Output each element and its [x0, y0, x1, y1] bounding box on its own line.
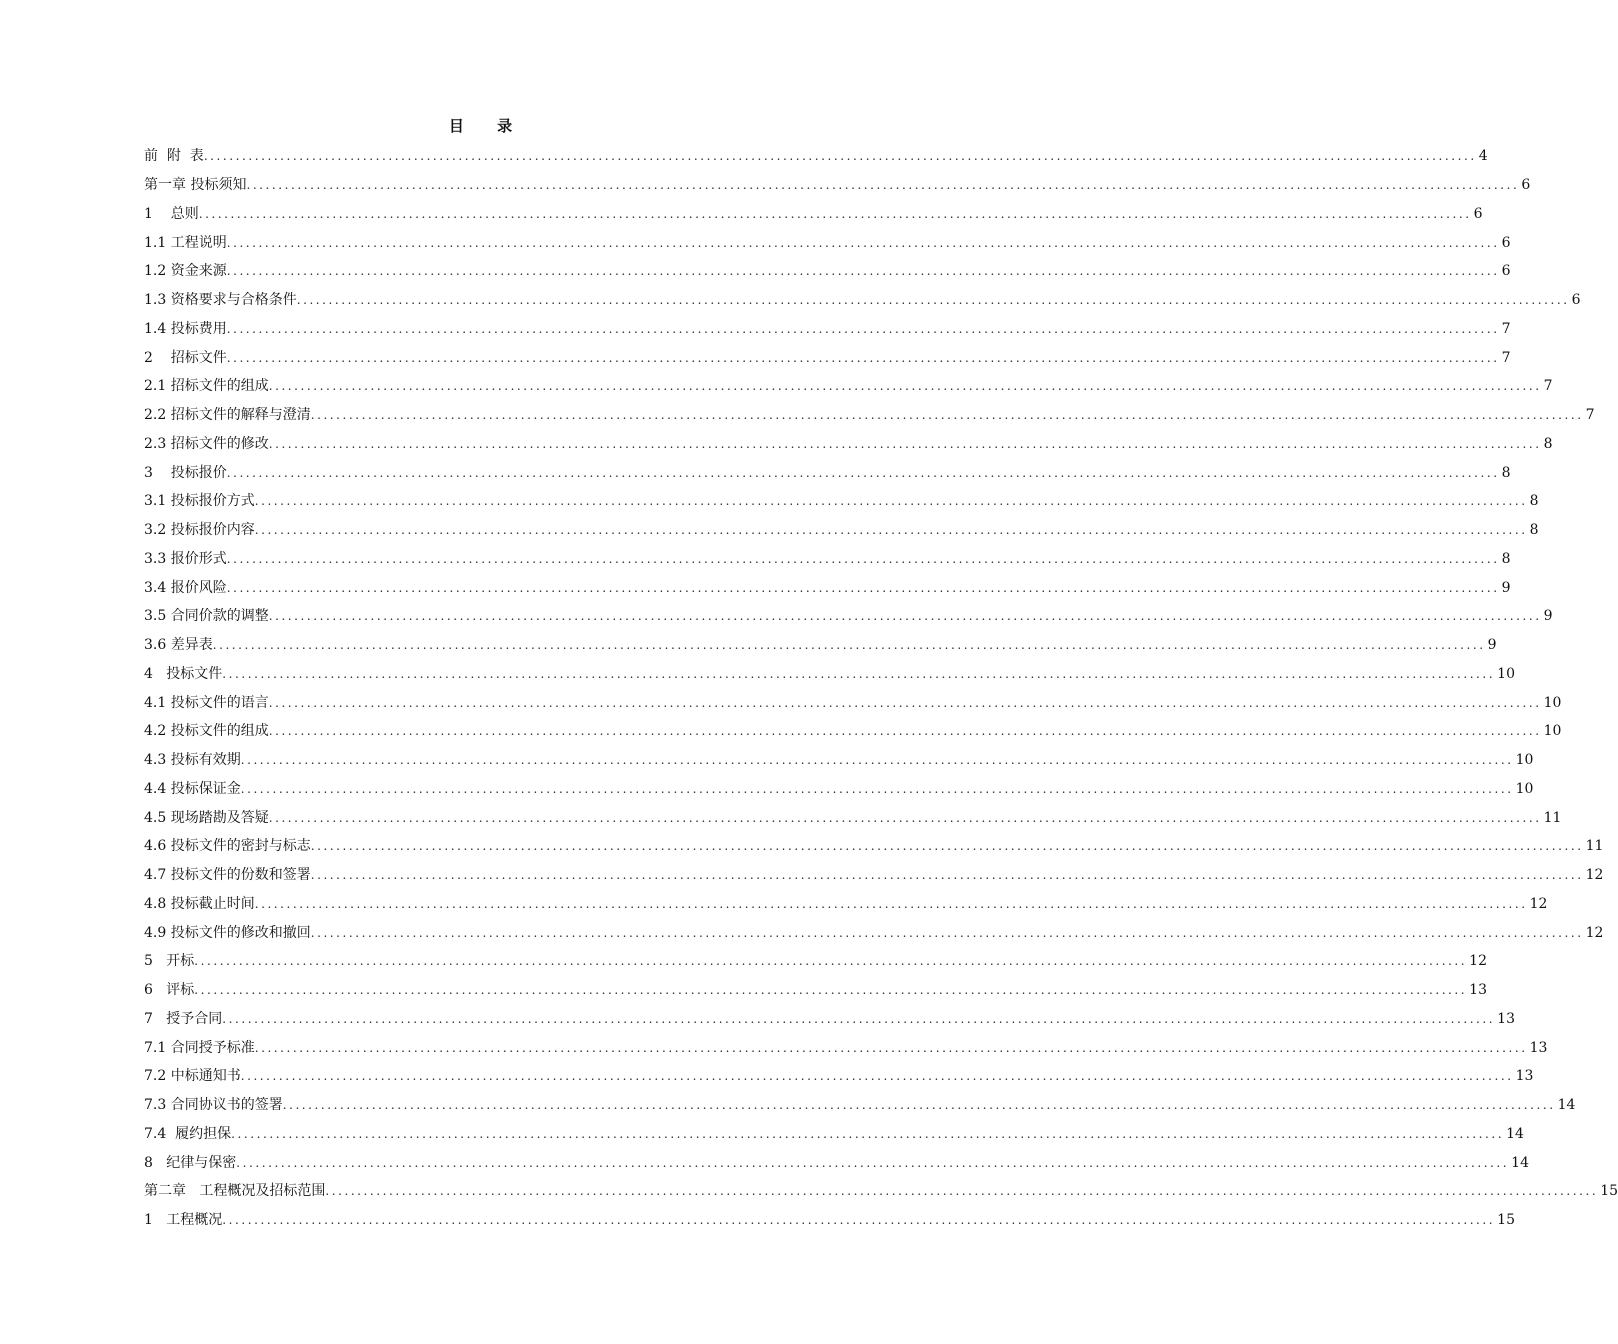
toc-entry[interactable]	[144, 832, 1604, 861]
toc-entry-label: 4.9 投标文件的修改和撤回	[144, 924, 311, 941]
toc-entry-label: 1 工程概况	[144, 1212, 223, 1229]
toc-dot-leader: ........................................................................................................................................................................................................	[268, 810, 1542, 825]
toc-entry[interactable]	[144, 976, 1487, 1005]
toc-entry[interactable]	[144, 257, 1511, 286]
toc-entry-label: 4.6 投标文件的密封与标志	[144, 838, 311, 855]
toc-entry[interactable]	[144, 947, 1487, 976]
toc-dot-leader: ........................................................................................................................................................................................................	[246, 178, 1520, 193]
toc-entry-label: 2 招标文件	[144, 349, 227, 366]
toc-title: 目 录	[448, 117, 527, 135]
toc-dot-leader: ........................................................................................................................................................................................................	[222, 1213, 1496, 1228]
toc-entry-page-number: 8	[1529, 493, 1539, 510]
toc-dot-leader: ........................................................................................................................................................................................................	[222, 666, 1496, 681]
toc-entry-page-number: 10	[1543, 694, 1562, 711]
toc-entry-page-number: 7	[1501, 349, 1511, 366]
toc-entry-label: 3.5 合同价款的调整	[144, 608, 269, 625]
toc-dot-leader: ........................................................................................................................................................................................................	[268, 379, 1542, 394]
toc-entry-page-number: 13	[1529, 1039, 1548, 1056]
toc-dot-leader: ........................................................................................................................................................................................................	[240, 753, 1514, 768]
toc-dot-leader: ........................................................................................................................................................................................................	[282, 1098, 1556, 1113]
toc-entry[interactable]	[144, 315, 1511, 344]
toc-entry[interactable]	[144, 286, 1581, 315]
toc-entry-label: 5 开标	[144, 953, 195, 970]
toc-entry-label: 4.8 投标截止时间	[144, 895, 255, 912]
toc-entry[interactable]	[144, 430, 1553, 459]
toc-dot-leader: ........................................................................................................................................................................................................	[231, 1126, 1505, 1141]
toc-dot-leader: ........................................................................................................................................................................................................	[194, 983, 1468, 998]
toc-dot-leader: ........................................................................................................................................................................................................	[240, 1069, 1514, 1084]
toc-entry-label: 3.6 差异表	[144, 637, 213, 654]
toc-entry-label: 7.2 中标通知书	[144, 1068, 241, 1085]
toc-entry[interactable]	[144, 717, 1562, 746]
toc-entry-label: 第二章 工程概况及招标范围	[144, 1183, 326, 1200]
toc-entry-label: 3 投标报价	[144, 464, 227, 481]
toc-entry-page-number: 6	[1571, 292, 1581, 309]
toc-dot-leader: ........................................................................................................................................................................................................	[222, 1011, 1496, 1026]
toc-entry-page-number: 13	[1515, 1068, 1534, 1085]
toc-entry-label: 4.3 投标有效期	[144, 752, 241, 769]
toc-entry-page-number: 8	[1543, 435, 1553, 452]
toc-entry-label: 1.4 投标费用	[144, 320, 227, 337]
toc-entry-page-number: 6	[1521, 177, 1531, 194]
toc-entry[interactable]	[144, 401, 1595, 430]
toc-dot-leader: ........................................................................................................................................................................................................	[236, 1155, 1510, 1170]
toc-entry-label: 4.1 投标文件的语言	[144, 694, 269, 711]
toc-entry-page-number: 11	[1543, 809, 1562, 826]
toc-entry-page-number: 12	[1469, 953, 1487, 970]
toc-entry[interactable]	[144, 458, 1511, 487]
toc-entry-page-number: 14	[1557, 1097, 1576, 1114]
toc-dot-leader: ........................................................................................................................................................................................................	[226, 235, 1500, 250]
toc-entry-page-number: 12	[1529, 895, 1548, 912]
toc-entry-page-number: 10	[1497, 665, 1515, 682]
toc-dot-leader: ........................................................................................................................................................................................................	[268, 724, 1542, 739]
toc-entry[interactable]	[144, 775, 1534, 804]
toc-entry-page-number: 7	[1501, 320, 1511, 337]
toc-entry-page-number: 15	[1600, 1183, 1618, 1200]
toc-entry-label: 4.2 投标文件的组成	[144, 723, 269, 740]
toc-entry-label: 1 总则	[144, 205, 199, 222]
toc-entry-label: 8 纪律与保密	[144, 1154, 237, 1171]
toc-entry-label: 2.3 招标文件的修改	[144, 435, 269, 452]
toc-dot-leader: ........................................................................................................................................................................................................	[226, 551, 1500, 566]
toc-entry-label: 7.4 履约担保	[144, 1125, 232, 1142]
toc-dot-leader: ........................................................................................................................................................................................................	[212, 638, 1486, 653]
toc-entry-page-number: 14	[1511, 1154, 1529, 1171]
toc-entry[interactable]	[144, 1177, 1618, 1206]
toc-entry-page-number: 8	[1529, 522, 1539, 539]
toc-entry-label: 7.1 合同授予标准	[144, 1039, 255, 1056]
toc-entry[interactable]	[144, 746, 1534, 775]
toc-dot-leader: ........................................................................................................................................................................................................	[240, 781, 1514, 796]
toc-entry-label: 1.1 工程说明	[144, 234, 227, 251]
toc-entry-page-number: 6	[1501, 234, 1511, 251]
toc-dot-leader: ........................................................................................................................................................................................................	[226, 465, 1500, 480]
toc-entry-label: 3.2 投标报价内容	[144, 522, 255, 539]
toc-entry[interactable]	[144, 1206, 1515, 1235]
toc-entry-label: 3.1 投标报价方式	[144, 493, 255, 510]
toc-dot-leader: ........................................................................................................................................................................................................	[310, 839, 1584, 854]
toc-entry[interactable]	[144, 890, 1548, 919]
toc-entry[interactable]	[144, 228, 1511, 257]
toc-entry-page-number: 7	[1585, 407, 1595, 424]
toc-dot-leader: ........................................................................................................................................................................................................	[194, 954, 1468, 969]
toc-entry-label: 6 评标	[144, 982, 195, 999]
toc-entry-label: 4.4 投标保证金	[144, 780, 241, 797]
toc-entry-page-number: 14	[1506, 1125, 1524, 1142]
toc-entry[interactable]	[144, 1005, 1515, 1034]
toc-entry-page-number: 9	[1487, 637, 1497, 654]
toc-dot-leader: ........................................................................................................................................................................................................	[254, 494, 1528, 509]
toc-entry-page-number: 8	[1501, 464, 1511, 481]
toc-entry-page-number: 15	[1497, 1212, 1515, 1229]
toc-entry-page-number: 7	[1543, 378, 1553, 395]
toc-entry[interactable]	[144, 602, 1553, 631]
toc-dot-leader: ........................................................................................................................................................................................................	[203, 149, 1477, 164]
toc-dot-leader: ........................................................................................................................................................................................................	[310, 408, 1584, 423]
toc-dot-leader: ........................................................................................................................................................................................................	[268, 436, 1542, 451]
toc-entry-label: 2.1 招标文件的组成	[144, 378, 269, 395]
toc-dot-leader: ........................................................................................................................................................................................................	[226, 321, 1500, 336]
toc-entry[interactable]	[144, 142, 1488, 171]
toc-entry[interactable]	[144, 1091, 1576, 1120]
toc-entry-page-number: 10	[1515, 752, 1534, 769]
toc-entry-page-number: 6	[1473, 205, 1483, 222]
toc-entry-page-number: 12	[1585, 924, 1604, 941]
toc-list	[144, 142, 1618, 1235]
toc-entry[interactable]	[144, 1148, 1529, 1177]
toc-entry-label: 1.3 资格要求与合格条件	[144, 292, 297, 309]
toc-entry[interactable]	[144, 861, 1604, 890]
toc-dot-leader: ........................................................................................................................................................................................................	[226, 264, 1500, 279]
toc-entry[interactable]	[144, 343, 1511, 372]
toc-entry-page-number: 9	[1543, 608, 1553, 625]
toc-entry-label: 3.4 报价风险	[144, 579, 227, 596]
toc-entry-page-number: 9	[1501, 579, 1511, 596]
toc-dot-leader: ........................................................................................................................................................................................................	[268, 695, 1542, 710]
toc-entry[interactable]	[144, 688, 1562, 717]
toc-entry-label: 4 投标文件	[144, 665, 223, 682]
toc-entry[interactable]	[144, 803, 1562, 832]
toc-entry[interactable]	[144, 372, 1553, 401]
toc-entry-label: 7.3 合同协议书的签署	[144, 1097, 283, 1114]
toc-dot-leader: ........................................................................................................................................................................................................	[198, 206, 1472, 221]
toc-dot-leader: ........................................................................................................................................................................................................	[296, 293, 1570, 308]
toc-dot-leader: ........................................................................................................................................................................................................	[254, 523, 1528, 538]
toc-entry-label: 4.7 投标文件的份数和签署	[144, 867, 311, 884]
toc-dot-leader: ........................................................................................................................................................................................................	[325, 1184, 1599, 1199]
toc-entry[interactable]	[144, 516, 1539, 545]
toc-entry-label: 第一章 投标须知	[144, 177, 247, 194]
toc-entry-page-number: 13	[1497, 1010, 1515, 1027]
toc-entry[interactable]	[144, 918, 1604, 947]
toc-entry-page-number: 11	[1585, 838, 1604, 855]
toc-entry-page-number: 4	[1478, 148, 1488, 165]
toc-entry[interactable]	[144, 1062, 1534, 1091]
toc-entry-page-number: 6	[1501, 263, 1511, 280]
toc-entry-label: 3.3 报价形式	[144, 550, 227, 567]
toc-dot-leader: ........................................................................................................................................................................................................	[310, 925, 1584, 940]
toc-dot-leader: ........................................................................................................................................................................................................	[310, 868, 1584, 883]
toc-entry-page-number: 10	[1515, 780, 1534, 797]
toc-entry[interactable]	[144, 171, 1531, 200]
toc-entry-label: 7 授予合同	[144, 1010, 223, 1027]
toc-entry[interactable]	[144, 545, 1511, 574]
toc-entry-page-number: 13	[1469, 982, 1487, 999]
toc-entry[interactable]	[144, 200, 1483, 229]
toc-entry[interactable]	[144, 1033, 1548, 1062]
toc-entry[interactable]	[144, 573, 1511, 602]
toc-entry-label: 4.5 现场踏勘及答疑	[144, 809, 269, 826]
toc-entry-page-number: 8	[1501, 550, 1511, 567]
toc-entry-label: 2.2 招标文件的解释与澄清	[144, 407, 311, 424]
toc-entry[interactable]	[144, 631, 1497, 660]
toc-dot-leader: ........................................................................................................................................................................................................	[254, 1040, 1528, 1055]
toc-entry[interactable]	[144, 487, 1539, 516]
toc-entry-label: 前 附 表	[144, 148, 204, 165]
toc-entry-page-number: 12	[1585, 867, 1604, 884]
toc-dot-leader: ........................................................................................................................................................................................................	[226, 350, 1500, 365]
toc-entry-page-number: 10	[1543, 723, 1562, 740]
toc-entry-label: 1.2 资金来源	[144, 263, 227, 280]
toc-entry[interactable]	[144, 1120, 1524, 1149]
toc-dot-leader: ........................................................................................................................................................................................................	[226, 580, 1500, 595]
toc-dot-leader: ........................................................................................................................................................................................................	[254, 896, 1528, 911]
toc-dot-leader: ........................................................................................................................................................................................................	[268, 609, 1542, 624]
toc-entry[interactable]	[144, 660, 1515, 689]
